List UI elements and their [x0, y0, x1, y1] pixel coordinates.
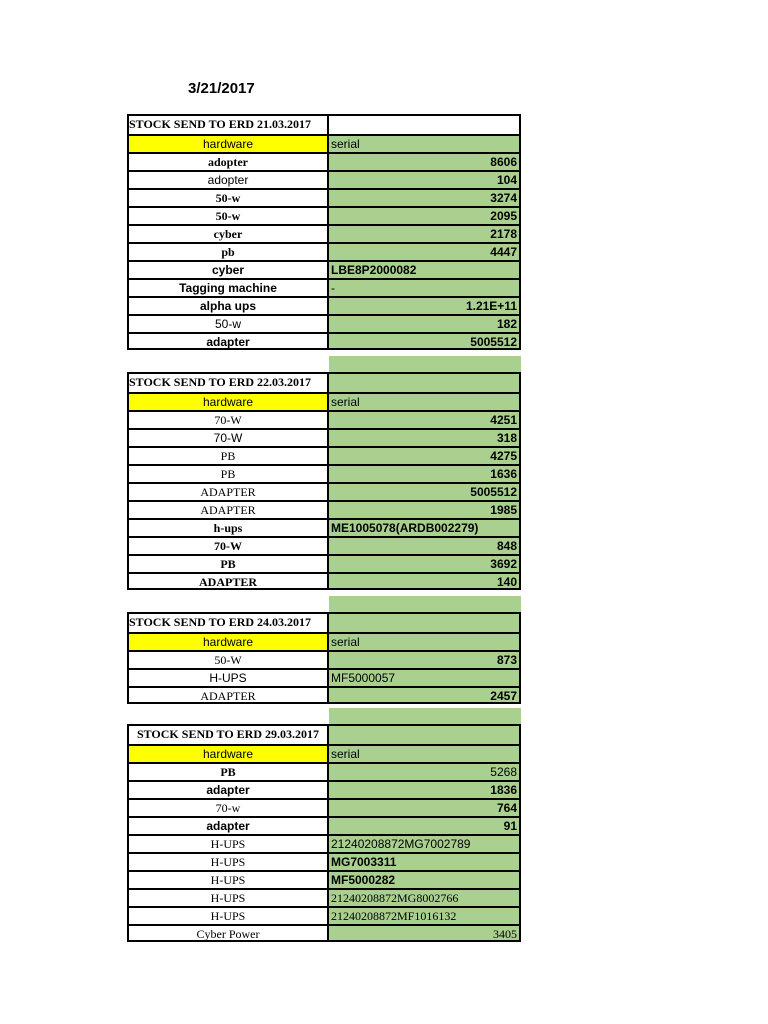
- serial-cell: 5005512: [329, 482, 521, 500]
- serial-cell: ME1005078(ARDB002279): [329, 518, 521, 536]
- serial-cell: 2457: [329, 686, 521, 704]
- serial-cell: 91: [329, 816, 521, 834]
- title-empty-cell: [329, 724, 521, 744]
- table-row: [127, 780, 521, 798]
- serial-cell: 104: [329, 170, 521, 188]
- header-row: [127, 632, 521, 650]
- serial-cell: 873: [329, 650, 521, 668]
- table-title: STOCK SEND TO ERD 22.03.2017: [127, 372, 329, 392]
- title-empty-cell: [329, 114, 521, 134]
- serial-cell: 5268: [329, 762, 521, 780]
- hardware-cell: adopter: [127, 152, 329, 170]
- hardware-cell: Cyber Power: [127, 924, 329, 942]
- hardware-cell: alpha ups: [127, 296, 329, 314]
- title-empty-cell: [329, 612, 521, 632]
- table-row: [127, 314, 521, 332]
- green-filler: [329, 708, 521, 724]
- table-row: [127, 686, 521, 704]
- serial-cell: 4275: [329, 446, 521, 464]
- table-row: [127, 572, 521, 590]
- serial-cell: 8606: [329, 152, 521, 170]
- hardware-cell: 70-W: [127, 536, 329, 554]
- table-row: [127, 816, 521, 834]
- table-row: [127, 762, 521, 780]
- serial-cell: MF5000057: [329, 668, 521, 686]
- serial-cell: -: [329, 278, 521, 296]
- serial-header: serial: [329, 744, 521, 762]
- hardware-cell: cyber: [127, 224, 329, 242]
- hardware-cell: ADAPTER: [127, 572, 329, 590]
- hardware-cell: pb: [127, 242, 329, 260]
- serial-cell: 21240208872MG7002789: [329, 834, 521, 852]
- table-row: [127, 668, 521, 686]
- serial-header: serial: [329, 632, 521, 650]
- hardware-cell: ADAPTER: [127, 482, 329, 500]
- table-row: [127, 464, 521, 482]
- table-title-row: [127, 612, 521, 632]
- table-row: [127, 924, 521, 942]
- table-row: [127, 410, 521, 428]
- serial-cell: MG7003311: [329, 852, 521, 870]
- table-row: [127, 206, 521, 224]
- stock-table-29-03: [127, 724, 521, 942]
- serial-cell: 2178: [329, 224, 521, 242]
- table-row: [127, 536, 521, 554]
- serial-cell: MF5000282: [329, 870, 521, 888]
- serial-cell: 1636: [329, 464, 521, 482]
- green-filler: [329, 596, 521, 612]
- header-row: [127, 744, 521, 762]
- table-row: [127, 554, 521, 572]
- serial-cell: 182: [329, 314, 521, 332]
- hardware-cell: PB: [127, 464, 329, 482]
- serial-cell: 318: [329, 428, 521, 446]
- serial-header: serial: [329, 134, 521, 152]
- sheet-date: 3/21/2017: [188, 80, 255, 97]
- hardware-cell: ADAPTER: [127, 686, 329, 704]
- table-row: [127, 446, 521, 464]
- table-row: [127, 332, 521, 350]
- table-row: [127, 798, 521, 816]
- hardware-header: hardware: [127, 632, 329, 650]
- table-title-row: [127, 114, 521, 134]
- header-row: [127, 392, 521, 410]
- table-title: STOCK SEND TO ERD 21.03.2017: [127, 114, 329, 134]
- serial-cell: 1.21E+11: [329, 296, 521, 314]
- stock-table-24-03: [127, 612, 521, 704]
- hardware-cell: 50-W: [127, 650, 329, 668]
- serial-cell: LBE8P2000082: [329, 260, 521, 278]
- hardware-cell: PB: [127, 554, 329, 572]
- hardware-cell: adapter: [127, 816, 329, 834]
- hardware-cell: H-UPS: [127, 668, 329, 686]
- hardware-cell: adapter: [127, 780, 329, 798]
- hardware-cell: cyber: [127, 260, 329, 278]
- table-title: STOCK SEND TO ERD 24.03.2017: [127, 612, 329, 632]
- table-row: [127, 852, 521, 870]
- hardware-cell: H-UPS: [127, 834, 329, 852]
- table-row: [127, 188, 521, 206]
- table-row: [127, 518, 521, 536]
- table-row: [127, 906, 521, 924]
- table-row: [127, 260, 521, 278]
- serial-cell: 3405: [329, 924, 521, 942]
- serial-cell: 140: [329, 572, 521, 590]
- table-row: [127, 242, 521, 260]
- green-filler: [329, 356, 521, 372]
- serial-cell: 4447: [329, 242, 521, 260]
- table-row: [127, 834, 521, 852]
- hardware-cell: 70-W: [127, 410, 329, 428]
- table-row: [127, 278, 521, 296]
- hardware-cell: adopter: [127, 170, 329, 188]
- hardware-cell: 50-w: [127, 314, 329, 332]
- table-row: [127, 170, 521, 188]
- hardware-cell: ADAPTER: [127, 500, 329, 518]
- table-title: STOCK SEND TO ERD 29.03.2017: [127, 724, 329, 744]
- table-row: [127, 296, 521, 314]
- serial-cell: 3692: [329, 554, 521, 572]
- serial-cell: 4251: [329, 410, 521, 428]
- hardware-cell: H-UPS: [127, 852, 329, 870]
- table-row: [127, 500, 521, 518]
- hardware-cell: PB: [127, 762, 329, 780]
- table-row: [127, 224, 521, 242]
- serial-cell: 21240208872MG8002766: [329, 888, 521, 906]
- serial-cell: 1985: [329, 500, 521, 518]
- table-row: [127, 650, 521, 668]
- hardware-header: hardware: [127, 134, 329, 152]
- hardware-cell: PB: [127, 446, 329, 464]
- title-empty-cell: [329, 372, 521, 392]
- serial-cell: 3274: [329, 188, 521, 206]
- hardware-cell: 50-w: [127, 206, 329, 224]
- serial-header: serial: [329, 392, 521, 410]
- table-row: [127, 428, 521, 446]
- hardware-cell: h-ups: [127, 518, 329, 536]
- stock-table-21-03: [127, 114, 521, 350]
- table-row: [127, 482, 521, 500]
- hardware-cell: Tagging machine: [127, 278, 329, 296]
- hardware-cell: 50-w: [127, 188, 329, 206]
- table-row: [127, 870, 521, 888]
- hardware-cell: adapter: [127, 332, 329, 350]
- serial-cell: 1836: [329, 780, 521, 798]
- serial-cell: 21240208872MF1016132: [329, 906, 521, 924]
- serial-cell: 5005512: [329, 332, 521, 350]
- table-title-row: [127, 372, 521, 392]
- serial-cell: 848: [329, 536, 521, 554]
- serial-cell: 2095: [329, 206, 521, 224]
- serial-cell: 764: [329, 798, 521, 816]
- hardware-cell: H-UPS: [127, 888, 329, 906]
- hardware-header: hardware: [127, 392, 329, 410]
- table-row: [127, 888, 521, 906]
- stock-table-22-03: [127, 372, 521, 590]
- hardware-header: hardware: [127, 744, 329, 762]
- hardware-cell: H-UPS: [127, 906, 329, 924]
- hardware-cell: 70-W: [127, 428, 329, 446]
- header-row: [127, 134, 521, 152]
- table-title-row: [127, 724, 521, 744]
- table-row: [127, 152, 521, 170]
- hardware-cell: 70-w: [127, 798, 329, 816]
- hardware-cell: H-UPS: [127, 870, 329, 888]
